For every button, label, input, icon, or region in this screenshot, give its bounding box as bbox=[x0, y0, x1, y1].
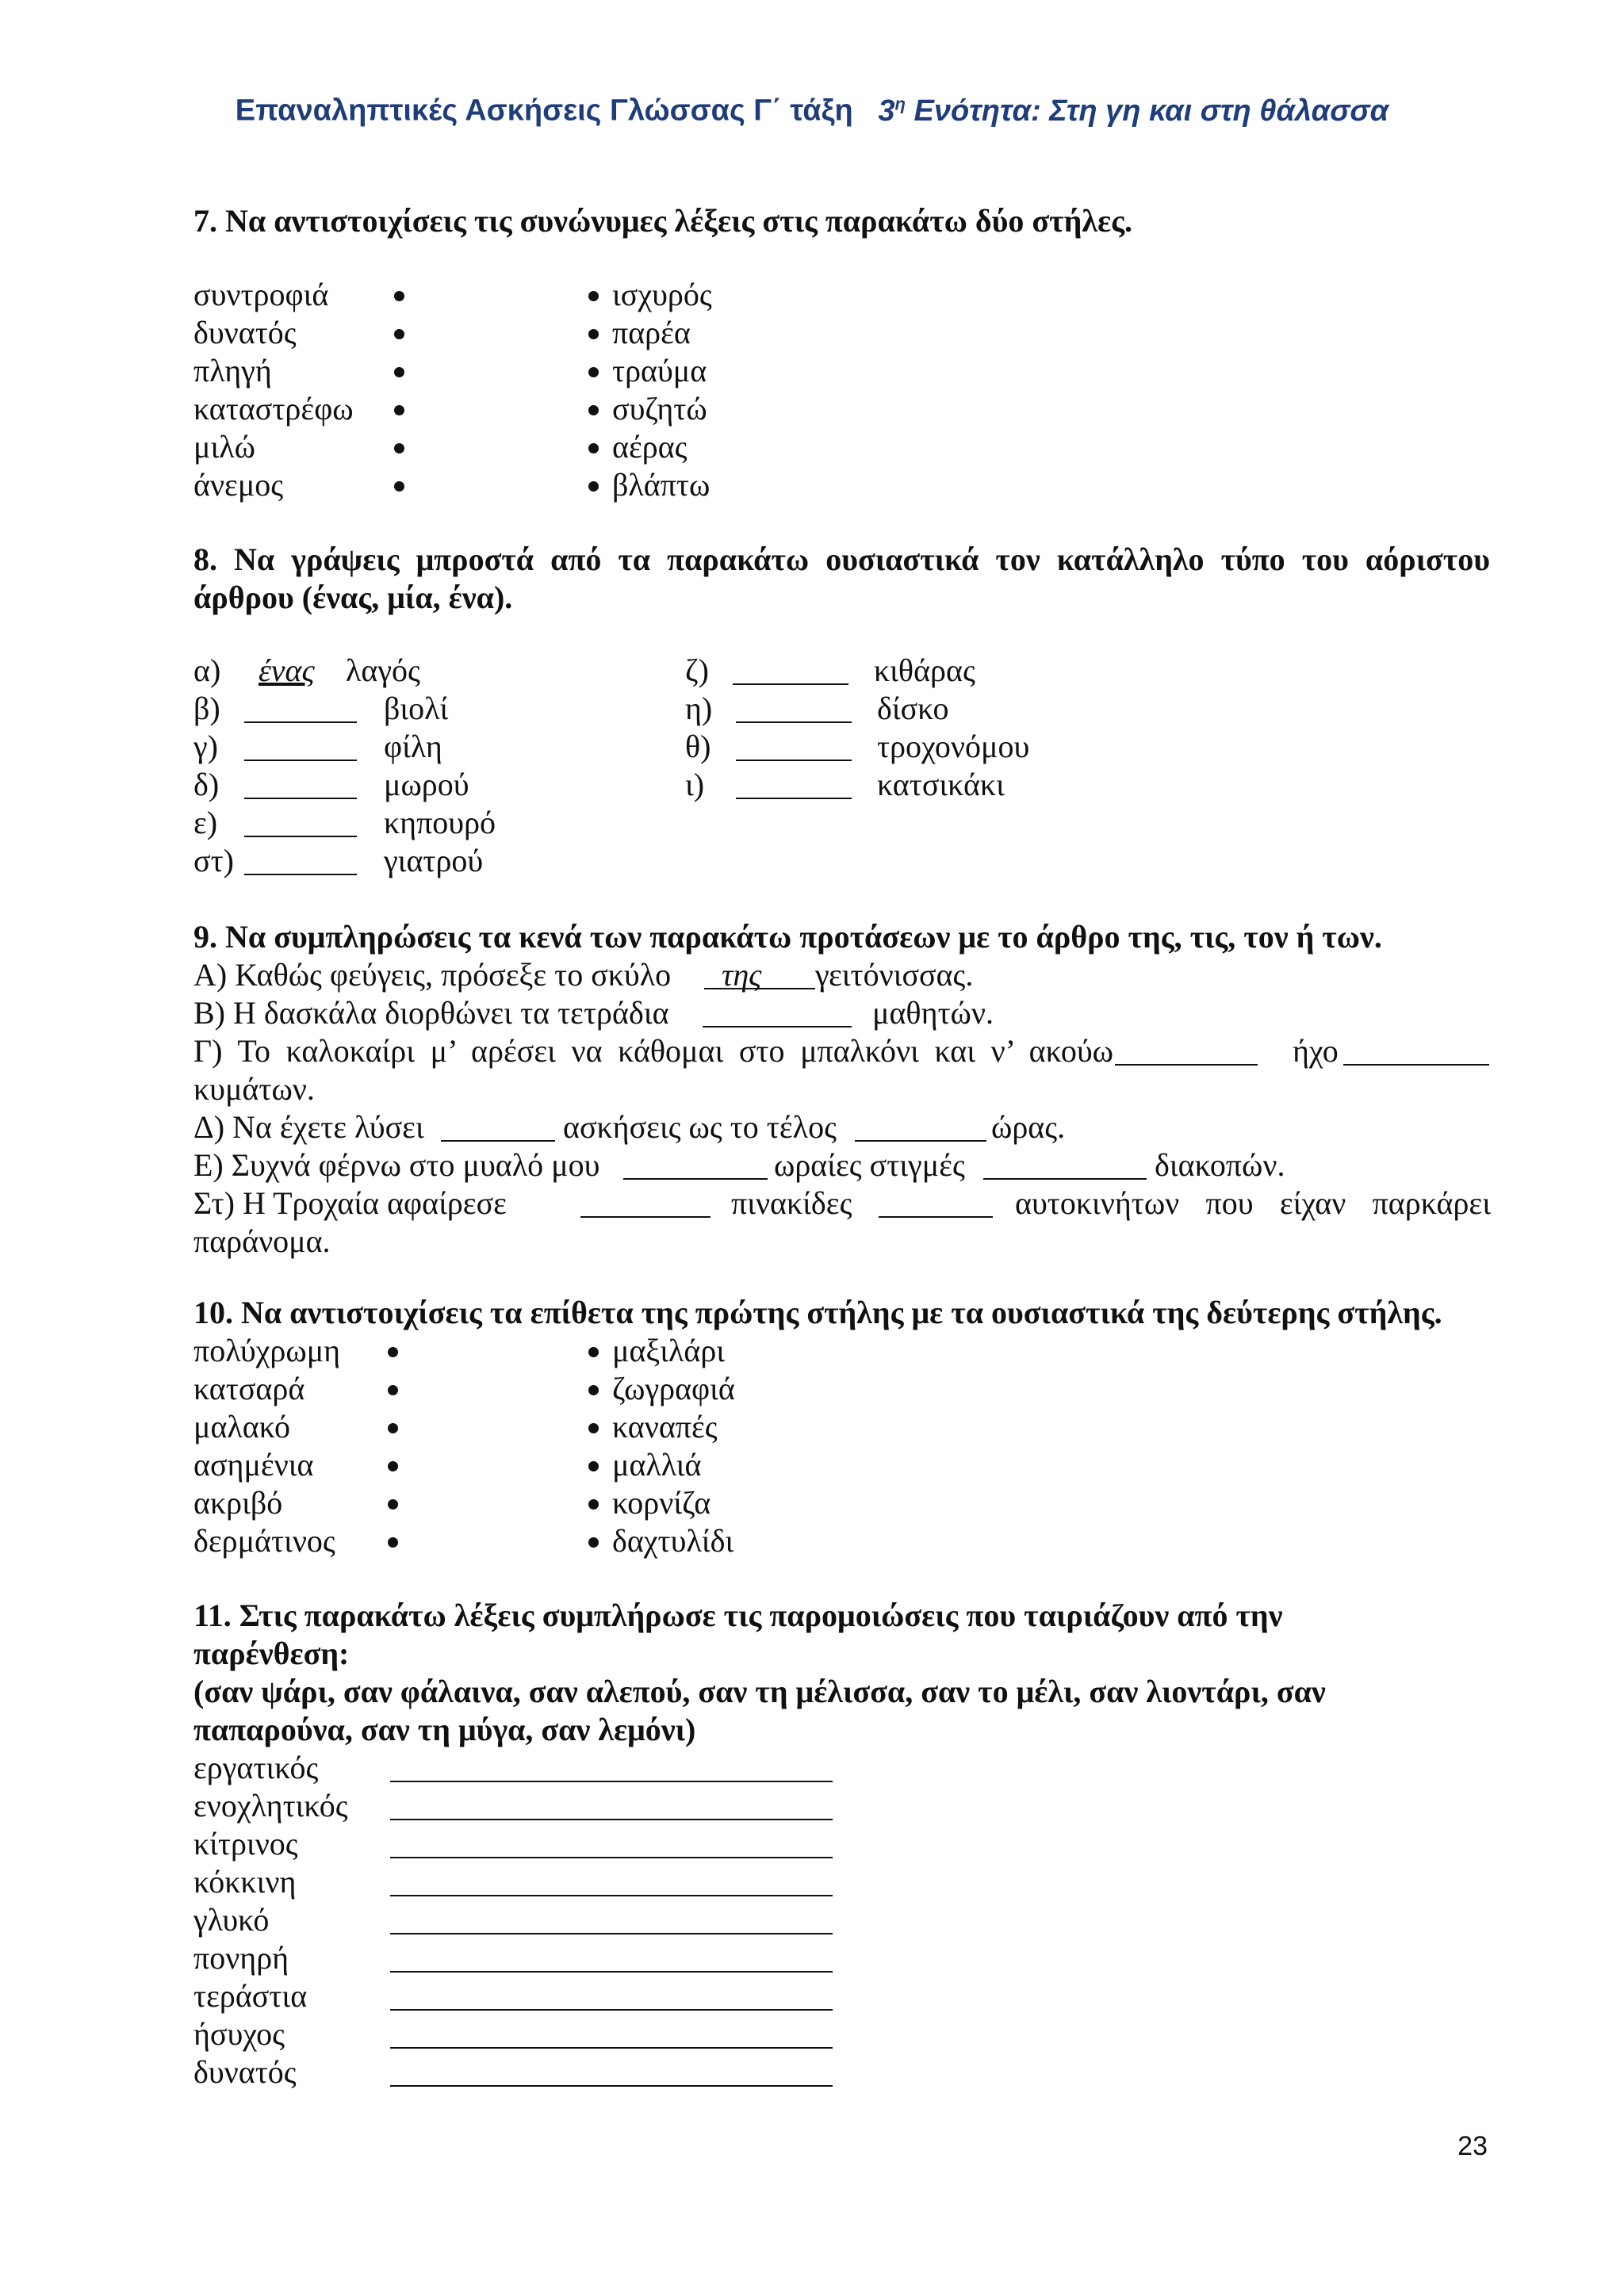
ex11-word: κίτρινος bbox=[193, 1826, 298, 1862]
ex9-sentence-d-start: Δ) Να έχετε λύσει bbox=[193, 1109, 424, 1145]
match-dot-right[interactable] bbox=[588, 1347, 599, 1357]
match-dot-left[interactable] bbox=[388, 1385, 398, 1395]
ex11-answer-line[interactable] bbox=[390, 1971, 833, 1973]
ex7-left-word: καταστρέφω bbox=[193, 391, 354, 427]
ex8-label: ζ) bbox=[685, 652, 709, 688]
match-dot-right[interactable] bbox=[588, 1423, 599, 1433]
ex9-answer-blank[interactable] bbox=[855, 1140, 986, 1142]
match-dot-right[interactable] bbox=[588, 329, 599, 339]
ex7-right-word: αέρας bbox=[612, 429, 688, 465]
match-dot-right[interactable] bbox=[588, 1461, 599, 1471]
ex11-word: πονηρή bbox=[193, 1940, 289, 1976]
ex8-label: ε) bbox=[193, 805, 218, 840]
ex7-left-word: δυνατός bbox=[193, 315, 297, 350]
ex8-example-answer: ένας bbox=[259, 652, 315, 688]
header-unit: $3^\eta$ Ενότητα: Στη γη και στη θάλασσα bbox=[878, 94, 1389, 128]
match-dot-right[interactable] bbox=[588, 1499, 599, 1510]
exercise-7-title: 7. Να αντιστοιχίσεις τις συνώνυμες λέξεις στις παρακάτω δύο στήλες. bbox=[193, 203, 1132, 239]
ex9-sentence-f-end-line2: παράνομα. bbox=[193, 1223, 331, 1259]
ex8-answer-blank[interactable] bbox=[244, 836, 357, 837]
exercise-11-options-line1: (σαν ψάρι, σαν φάλαινα, σαν αλεπού, σαν τη μέλισσα, σαν το μέλι, σαν λιοντάρι, σαν bbox=[193, 1674, 1326, 1709]
ex7-left-word: πληγή bbox=[193, 353, 272, 388]
ex11-answer-line[interactable] bbox=[390, 1933, 833, 1934]
ex8-word: κιθάρας bbox=[874, 652, 975, 688]
ex9-sentence-e-start: Ε) Συχνά φέρνω στο μυαλό μου bbox=[193, 1147, 600, 1183]
ex7-right-word: ισχυρός bbox=[612, 277, 712, 312]
page-number: 23 bbox=[1457, 2131, 1488, 2161]
ex11-answer-line[interactable] bbox=[390, 1781, 833, 1782]
ex11-answer-line[interactable] bbox=[390, 2047, 833, 2049]
match-dot-right[interactable] bbox=[588, 1385, 599, 1395]
match-dot-left[interactable] bbox=[394, 367, 404, 377]
ex11-word: κόκκινη bbox=[193, 1864, 297, 1900]
ex10-left-word: μαλακό bbox=[193, 1409, 291, 1445]
ex9-sentence-c-start: Γ) Το καλοκαίρι μ’ αρέσει να κάθομαι στο μπαλκόνι και ν’ ακούω bbox=[193, 1033, 1113, 1069]
ex9-answer-blank[interactable] bbox=[983, 1178, 1147, 1180]
ex8-word: φίλη bbox=[384, 729, 442, 764]
match-dot-left[interactable] bbox=[388, 1537, 398, 1548]
ex10-left-word: δερμάτινος bbox=[193, 1523, 335, 1559]
ex9-sentence-a-end: γειτόνισσας. bbox=[815, 957, 974, 993]
ex8-label: η) bbox=[685, 691, 713, 726]
match-dot-left[interactable] bbox=[388, 1347, 398, 1357]
ex11-word: εργατικός bbox=[193, 1750, 319, 1785]
ex11-word: γλυκό bbox=[193, 1902, 270, 1938]
ex10-right-word: μαξιλάρι bbox=[612, 1333, 726, 1368]
ex9-answer-blank[interactable] bbox=[703, 1026, 852, 1027]
ex10-right-word: ζωγραφιά bbox=[612, 1371, 735, 1406]
ex8-word: τροχονόμου bbox=[877, 729, 1030, 764]
ex8-label: γ) bbox=[193, 729, 218, 764]
ex8-label: στ) bbox=[193, 843, 234, 878]
exercise-8-title-line2: άρθρου (ένας, μία, ένα). bbox=[193, 580, 513, 615]
ex9-sentence-a-answer: της bbox=[722, 957, 762, 993]
ex7-left-word: συντροφιά bbox=[193, 277, 329, 312]
exercise-11-options-line2: παπαρούνα, σαν τη μύγα, σαν λεμόνι) bbox=[193, 1712, 696, 1747]
ex8-label: α) bbox=[193, 652, 221, 688]
exercise-11-title-line1: 11. Στις παρακάτω λέξεις συμπλήρωσε τις παρομοιώσεις που ταιριάζουν από την bbox=[193, 1598, 1283, 1633]
match-dot-right[interactable] bbox=[588, 367, 599, 377]
exercise-9-title: 9. Να συμπληρώσεις τα κενά των παρακάτω προτάσεων με το άρθρο της, τις, τον ή των. bbox=[193, 919, 1382, 955]
ex9-sentence-f-start: Στ) Η Τροχαία αφαίρεσε bbox=[193, 1185, 507, 1221]
header-title: Επαναληπτικές Ασκήσεις Γλώσσας Γ΄ τάξη bbox=[235, 94, 853, 128]
ex8-word: κατσικάκι bbox=[877, 767, 1005, 802]
ex9-answer-blank[interactable] bbox=[623, 1178, 768, 1180]
ex8-word: μωρού bbox=[384, 767, 469, 802]
ex10-right-word: δαχτυλίδι bbox=[612, 1523, 734, 1559]
ex9-sentence-a-start: Α) Καθώς φεύγεις, πρόσεξε το σκύλο bbox=[193, 957, 672, 993]
ex9-sentence-c-end: κυμάτων. bbox=[193, 1071, 315, 1107]
ex9-sentence-c-mid: ήχο bbox=[1293, 1033, 1339, 1069]
ex8-word: κηπουρό bbox=[384, 805, 496, 840]
ex9-sentence-d-end: ώρας. bbox=[991, 1109, 1066, 1145]
ex11-answer-line[interactable] bbox=[390, 2009, 833, 2011]
ex9-sentence-b-end: μαθητών. bbox=[872, 995, 994, 1031]
match-dot-right[interactable] bbox=[588, 443, 599, 453]
match-dot-right[interactable] bbox=[588, 1537, 599, 1548]
exercise-11-title-line2: παρένθεση: bbox=[193, 1636, 350, 1671]
ex8-word: δίσκο bbox=[877, 691, 949, 726]
ex9-sentence-e-end: διακοπών. bbox=[1155, 1147, 1285, 1183]
ex11-word: τεράστια bbox=[193, 1978, 308, 2014]
match-dot-left[interactable] bbox=[388, 1499, 398, 1510]
ex11-answer-line[interactable] bbox=[390, 1857, 833, 1858]
ex7-right-word: συζητώ bbox=[612, 391, 707, 427]
ex8-answer-blank[interactable] bbox=[736, 721, 852, 723]
ex8-answer-blank[interactable] bbox=[244, 760, 357, 761]
ex8-label: ι) bbox=[685, 767, 705, 802]
match-dot-left[interactable] bbox=[388, 1461, 398, 1471]
match-dot-left[interactable] bbox=[394, 481, 404, 492]
ex10-right-word: μαλλιά bbox=[612, 1447, 702, 1483]
match-dot-left[interactable] bbox=[394, 329, 404, 339]
ex9-answer-blank[interactable] bbox=[1343, 1064, 1489, 1066]
exercise-10-title: 10. Να αντιστοιχίσεις τα επίθετα της πρώτης στήλης με τα ουσιαστικά της δεύτερης στήλης. bbox=[193, 1295, 1442, 1330]
ex10-left-word: ασημένια bbox=[193, 1447, 314, 1483]
match-dot-right[interactable] bbox=[588, 291, 599, 301]
ex9-sentence-d-mid: ασκήσεις ως το τέλος bbox=[563, 1109, 837, 1145]
ex11-answer-line[interactable] bbox=[390, 2085, 833, 2087]
ex9-answer-blank[interactable] bbox=[879, 1216, 993, 1218]
ex9-answer-blank[interactable] bbox=[1115, 1064, 1258, 1066]
ex10-right-word: καναπές bbox=[612, 1409, 718, 1445]
ex8-answer-blank[interactable] bbox=[244, 874, 357, 875]
ex10-left-word: ακριβό bbox=[193, 1485, 283, 1521]
ex8-label: θ) bbox=[685, 729, 711, 764]
ex8-answer-blank[interactable] bbox=[736, 798, 852, 799]
ex8-answer-blank[interactable] bbox=[244, 721, 357, 723]
ex10-right-word: κορνίζα bbox=[612, 1485, 711, 1521]
ex8-answer-blank[interactable] bbox=[736, 760, 852, 761]
ex7-left-word: μιλώ bbox=[193, 429, 255, 465]
ex11-word: ήσυχος bbox=[193, 2016, 285, 2052]
ex9-answer-blank[interactable] bbox=[580, 1216, 710, 1218]
ex8-word: γιατρού bbox=[384, 843, 484, 878]
ex9-answer-blank[interactable] bbox=[441, 1140, 555, 1142]
page-header bbox=[0, 94, 1624, 128]
ex7-right-word: τραύμα bbox=[612, 353, 707, 388]
ex11-word: ενοχλητικός bbox=[193, 1788, 348, 1823]
match-dot-right[interactable] bbox=[588, 405, 599, 415]
ex9-sentence-f-end: αυτοκινήτων που είχαν παρκάρει bbox=[1015, 1185, 1491, 1221]
ex7-right-word: παρέα bbox=[612, 315, 691, 350]
ex9-sentence-f-mid: πινακίδες bbox=[731, 1185, 852, 1221]
match-dot-right[interactable] bbox=[588, 481, 599, 492]
ex8-label: β) bbox=[193, 691, 220, 726]
ex7-right-word: βλάπτω bbox=[612, 467, 710, 503]
ex8-answer-blank[interactable] bbox=[733, 683, 848, 685]
match-dot-left[interactable] bbox=[394, 291, 404, 301]
ex10-left-word: κατσαρά bbox=[193, 1371, 305, 1406]
ex11-word: δυνατός bbox=[193, 2054, 297, 2090]
exercise-8-title-line1: 8. Να γράψεις μπροστά από τα παρακάτω ουσιαστικά τον κατάλληλο τύπο του αόριστου bbox=[193, 541, 1490, 577]
match-dot-left[interactable] bbox=[388, 1423, 398, 1433]
ex11-answer-line[interactable] bbox=[390, 1819, 833, 1820]
ex9-sentence-e-mid: ωραίες στιγμές bbox=[774, 1147, 965, 1183]
match-dot-left[interactable] bbox=[394, 405, 404, 415]
ex8-word: λαγός bbox=[346, 652, 420, 688]
ex7-left-word: άνεμος bbox=[193, 467, 284, 503]
ex10-left-word: πολύχρωμη bbox=[193, 1333, 341, 1368]
ex8-word: βιολί bbox=[384, 691, 449, 726]
ex11-answer-line[interactable] bbox=[390, 1895, 833, 1896]
match-dot-left[interactable] bbox=[394, 443, 404, 453]
ex8-answer-blank[interactable] bbox=[244, 798, 357, 799]
ex8-label: δ) bbox=[193, 767, 220, 802]
ex9-sentence-b-start: Β) Η δασκάλα διορθώνει τα τετράδια bbox=[193, 995, 669, 1031]
